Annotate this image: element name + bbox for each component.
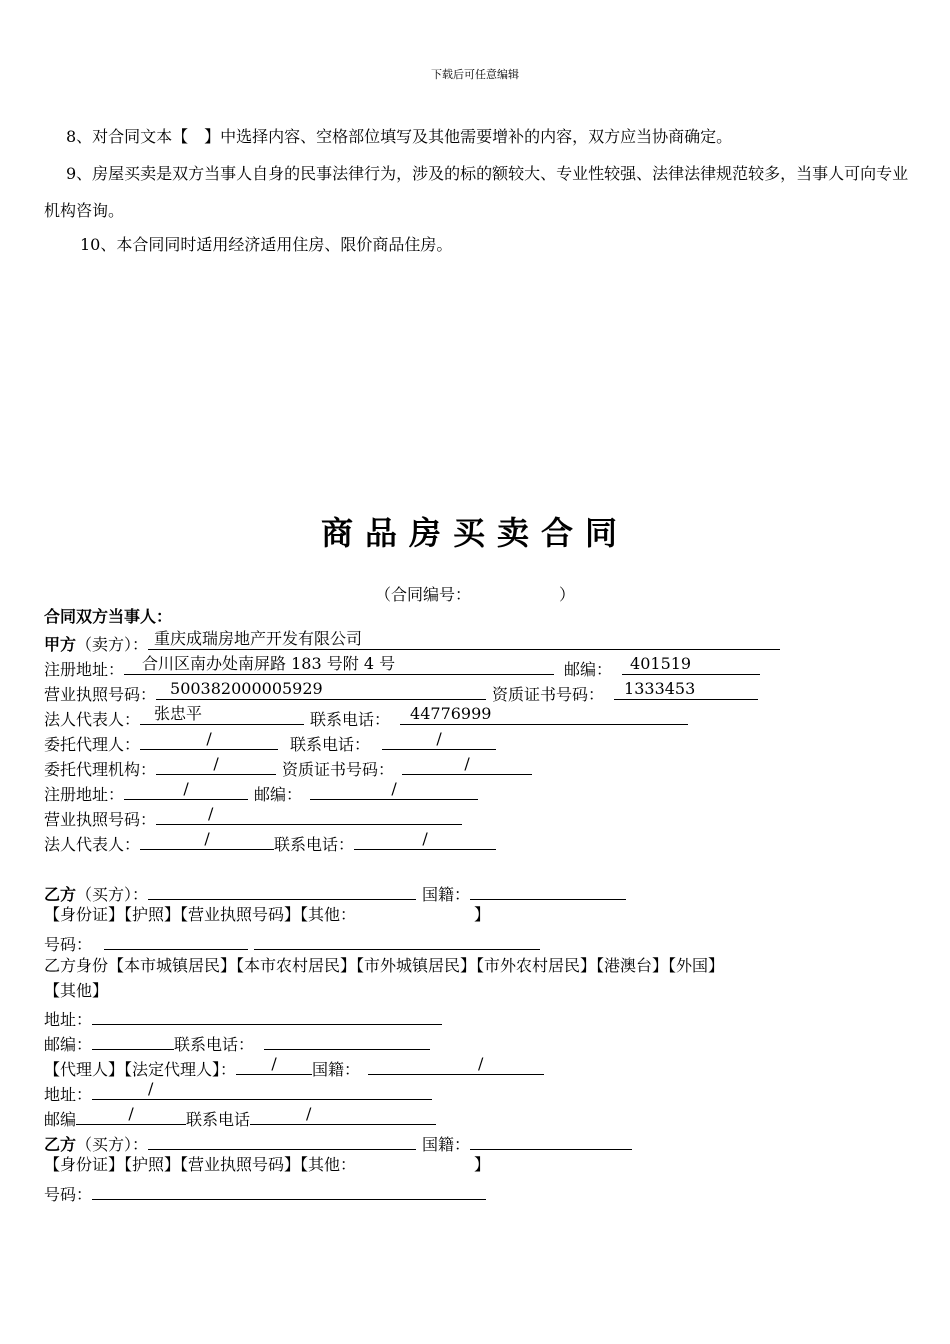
agency-addr-label: 注册地址： xyxy=(44,785,125,804)
cert-value: 1333453 xyxy=(624,680,696,698)
party-b-agent-post-row xyxy=(44,1105,924,1131)
party-a-name-field[interactable] xyxy=(148,630,780,650)
party-b-agent-value: / xyxy=(271,1055,277,1073)
party-b-identity-other-row xyxy=(44,980,924,1002)
reg-addr-field[interactable] xyxy=(124,655,554,675)
party-b2-label: 乙方 xyxy=(44,1135,77,1154)
contract-number-close: ） xyxy=(559,585,576,604)
party-b1-postcode-row xyxy=(44,1030,924,1056)
license-label: 营业执照号码： xyxy=(44,685,157,704)
party-b1-address-field[interactable] xyxy=(92,1005,442,1025)
party-b1-address-row xyxy=(44,1005,924,1031)
party-b2-name-field[interactable] xyxy=(148,1130,416,1150)
reg-addr-value: 合川区南办处南屏路 183 号附 4 号 xyxy=(142,655,396,673)
party-b1-role: （买方）： xyxy=(76,885,149,904)
party-b-agent-phone-field[interactable] xyxy=(250,1105,436,1125)
phone-label: 联系电话： xyxy=(310,710,391,729)
postcode-value: 401519 xyxy=(630,655,692,673)
license-field[interactable] xyxy=(156,680,486,700)
agency-rep-field[interactable] xyxy=(140,830,274,850)
party-b-agent-post-label: 邮编 xyxy=(44,1110,77,1129)
party-b-agent-addr-label: 地址： xyxy=(44,1085,93,1104)
party-b1-address-label: 地址： xyxy=(44,1010,93,1029)
reg-addr-label: 注册地址： xyxy=(44,660,125,679)
agent-field[interactable] xyxy=(140,730,278,750)
contract-title: 商品房买卖合同 xyxy=(320,514,629,552)
party-b1-number-field-2[interactable] xyxy=(254,930,540,950)
party-b-identity-other: 【其他】 xyxy=(44,981,109,1000)
party-b-identity-options: 乙方身份【本市城镇居民】【本市农村居民】【市外城镇居民】【市外农村居民】【港澳台】【外国】 xyxy=(44,956,725,975)
legal-rep-field[interactable] xyxy=(140,705,304,725)
party-b2-role: （买方）： xyxy=(76,1135,149,1154)
agency-rep-value: / xyxy=(204,830,210,848)
agency-license-value: / xyxy=(208,805,214,823)
party-b-agent-addr-value: / xyxy=(148,1080,154,1098)
party-b2-nationality-label: 国籍： xyxy=(422,1135,471,1154)
party-a-agency-row xyxy=(44,755,924,781)
agent-phone-value: / xyxy=(436,730,442,748)
legal-rep-value: 张忠平 xyxy=(154,705,203,723)
party-b1-label: 乙方 xyxy=(44,885,77,904)
party-a-license-row xyxy=(44,680,924,706)
phone-value: 44776999 xyxy=(410,705,492,723)
party-b-agent-phone-value: / xyxy=(306,1105,312,1123)
phone-field[interactable] xyxy=(400,705,688,725)
party-b-agent-row xyxy=(44,1055,924,1081)
contract-number-open: （合同编号： xyxy=(374,585,471,604)
party-b1-number-field-1[interactable] xyxy=(104,930,248,950)
contract-number xyxy=(0,582,950,605)
agency-addr-value: / xyxy=(183,780,189,798)
page-header-note: 下载后可任意编辑 xyxy=(431,68,519,81)
party-a-agency-license-row xyxy=(44,805,924,831)
agent-phone-label: 联系电话： xyxy=(290,735,371,754)
agency-rep-phone-field[interactable] xyxy=(354,830,496,850)
party-b1-nationality-label: 国籍： xyxy=(422,885,471,904)
agency-cert-value: / xyxy=(464,755,470,773)
party-b-agent-nationality-value: / xyxy=(478,1055,484,1073)
agency-value: / xyxy=(213,755,219,773)
agency-post-field[interactable] xyxy=(310,780,478,800)
note-9: 9、房屋买卖是双方当事人自身的民事法律行为，涉及的标的额较大、专业性较强、法律法律规范较多，当事人可向专业机构咨询。 xyxy=(44,164,909,220)
agency-field[interactable] xyxy=(156,755,276,775)
party-b2-row xyxy=(44,1130,924,1156)
party-b1-phone-label: 联系电话： xyxy=(174,1035,255,1054)
agency-rep-phone-value: / xyxy=(422,830,428,848)
party-b2-id-types-close: 】 xyxy=(474,1155,491,1174)
party-a-agency-addr-row xyxy=(44,780,924,806)
party-b1-number-row xyxy=(44,930,924,956)
party-b1-postcode-field[interactable] xyxy=(92,1030,174,1050)
party-a-role: （卖方）： xyxy=(76,635,149,654)
legal-rep-label: 法人代表人： xyxy=(44,710,141,729)
cert-label: 资质证书号码： xyxy=(492,685,605,704)
agency-label: 委托代理机构： xyxy=(44,760,157,779)
license-value: 500382000005929 xyxy=(170,680,323,698)
party-b2-number-row xyxy=(44,1180,924,1206)
party-b2-id-types: 【身份证】【护照】【营业执照号码】【其他： xyxy=(44,1155,357,1174)
party-a-agency-rep-row xyxy=(44,830,924,856)
agent-label: 委托代理人： xyxy=(44,735,141,754)
party-a-row xyxy=(44,630,924,656)
party-b-agent-nationality-label: 国籍： xyxy=(312,1060,361,1079)
party-b2-number-field[interactable] xyxy=(92,1180,486,1200)
party-a-agent-row xyxy=(44,730,924,756)
cert-field[interactable] xyxy=(614,680,758,700)
party-b-agent-types: 【代理人】【法定代理人】： xyxy=(44,1060,237,1079)
agency-rep-phone-label: 联系电话： xyxy=(274,835,355,854)
party-b2-number-label: 号码： xyxy=(44,1185,93,1204)
agency-cert-label: 资质证书号码： xyxy=(282,760,395,779)
agency-addr-field[interactable] xyxy=(124,780,248,800)
party-b-agent-addr-row xyxy=(44,1080,924,1106)
party-b-agent-field[interactable] xyxy=(236,1055,312,1075)
party-a-legal-rep-row xyxy=(44,705,924,731)
postcode-label: 邮编： xyxy=(564,660,613,679)
party-a-reg-addr-row xyxy=(44,655,924,681)
agency-post-label: 邮编： xyxy=(254,785,303,804)
party-b-agent-addr-field[interactable] xyxy=(92,1080,432,1100)
agency-rep-label: 法人代表人： xyxy=(44,835,141,854)
party-b1-number-label: 号码： xyxy=(44,935,93,954)
party-b-agent-post-value: / xyxy=(128,1105,134,1123)
party-b1-row xyxy=(44,880,924,906)
party-b-agent-phone-label: 联系电话 xyxy=(186,1110,251,1129)
note-8: 8、对合同文本【 】中选择内容、空格部位填写及其他需要增补的内容，双方应当协商确定。 xyxy=(66,127,733,146)
party-b1-phone-field[interactable] xyxy=(264,1030,430,1050)
party-b1-name-field[interactable] xyxy=(148,880,416,900)
party-a-name: 重庆成瑞房地产开发有限公司 xyxy=(154,630,363,648)
party-b1-postcode-label: 邮编： xyxy=(44,1035,93,1054)
agent-value: / xyxy=(206,730,212,748)
party-a-label: 甲方 xyxy=(44,635,77,654)
note-10: 10、本合同同时适用经济适用住房、限价商品住房。 xyxy=(80,235,453,254)
parties-heading: 合同双方当事人： xyxy=(44,607,173,626)
agency-license-label: 营业执照号码： xyxy=(44,810,157,829)
agency-post-value: / xyxy=(391,780,397,798)
party-b2-nationality-field[interactable] xyxy=(470,1130,632,1150)
party-b1-id-types-row xyxy=(44,904,924,926)
party-b1-id-types: 【身份证】【护照】【营业执照号码】【其他： xyxy=(44,905,357,924)
party-b-agent-nationality-field[interactable] xyxy=(368,1055,544,1075)
agent-phone-field[interactable] xyxy=(382,730,496,750)
party-b2-id-types-row xyxy=(44,1154,924,1176)
party-b1-id-types-close: 】 xyxy=(474,905,491,924)
party-b-identity-row xyxy=(44,955,924,977)
party-b1-nationality-field[interactable] xyxy=(470,880,626,900)
party-b-agent-post-field[interactable] xyxy=(76,1105,186,1125)
agency-license-field[interactable] xyxy=(156,805,462,825)
agency-cert-field[interactable] xyxy=(402,755,532,775)
postcode-field[interactable] xyxy=(622,655,760,675)
